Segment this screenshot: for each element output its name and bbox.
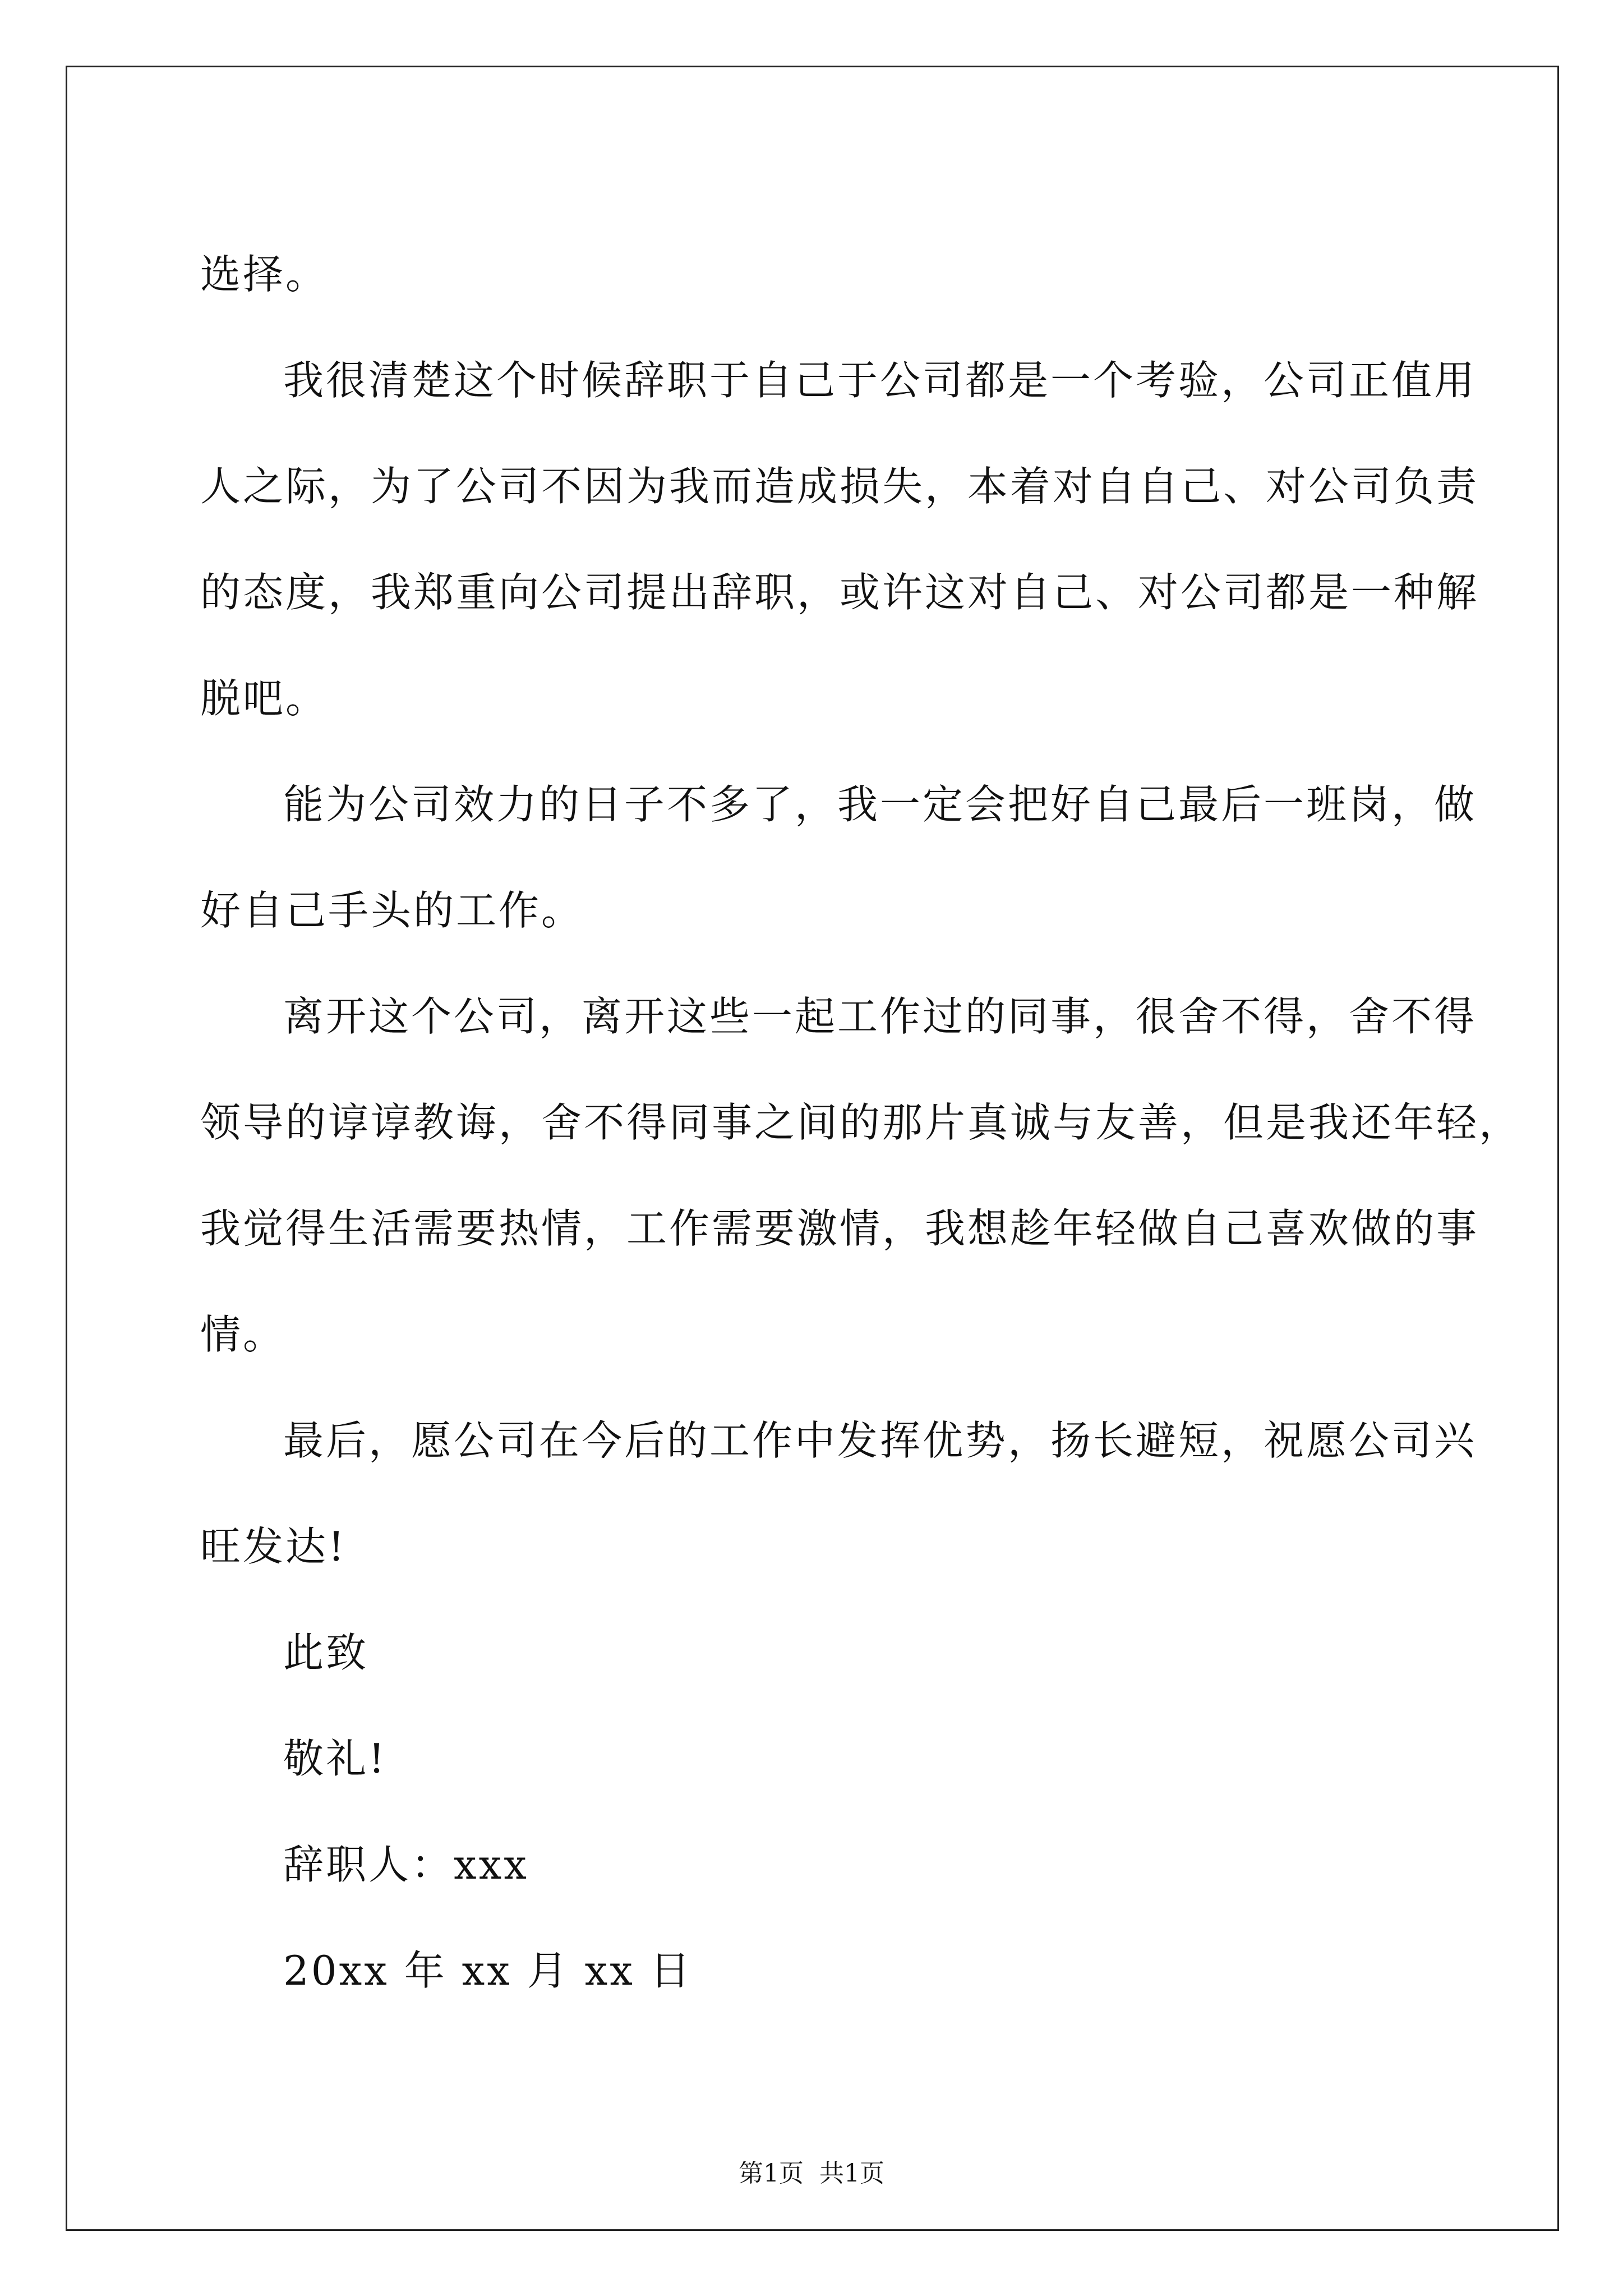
text-line: 最后，愿公司在今后的工作中发挥优势，扬长避短，祝愿公司兴 <box>283 1417 1477 1464</box>
letter-body <box>200 222 1522 2024</box>
text-line: 选择。 <box>200 251 329 298</box>
closing-regards: 敬礼! <box>283 1735 387 1782</box>
text-line: 能为公司效力的日子不多了，我一定会把好自己最后一班岗，做 <box>283 781 1477 828</box>
text-line: 我觉得生活需要热情，工作需要激情，我想趁年轻做自己喜欢做的事 <box>200 1205 1479 1252</box>
text-line: 我很清楚这个时候辞职于自己于公司都是一个考验，公司正值用 <box>283 357 1477 404</box>
text-line: 领导的谆谆教诲，舍不得同事之间的那片真诚与友善，但是我还年轻， <box>200 1099 1522 1146</box>
text-line: 脱吧。 <box>200 675 329 722</box>
text-line: 的态度，我郑重向公司提出辞职，或许这对自己、对公司都是一种解 <box>200 569 1479 616</box>
date-line: 20xx 年 xx 月 xx 日 <box>283 1947 693 1994</box>
closing-salutation: 此致 <box>283 1629 369 1676</box>
page-number-footer: 第1页 共1页 <box>739 2159 884 2188</box>
text-line: 人之际，为了公司不因为我而造成损失，本着对自自己、对公司负责 <box>200 463 1479 510</box>
signature-line: 辞职人：xxx <box>283 1841 529 1888</box>
text-line: 旺发达! <box>200 1523 347 1570</box>
text-line: 情。 <box>200 1311 286 1358</box>
text-line: 离开这个公司，离开这些一起工作过的同事，很舍不得，舍不得 <box>283 993 1477 1040</box>
text-line: 好自己手头的工作。 <box>200 887 584 934</box>
